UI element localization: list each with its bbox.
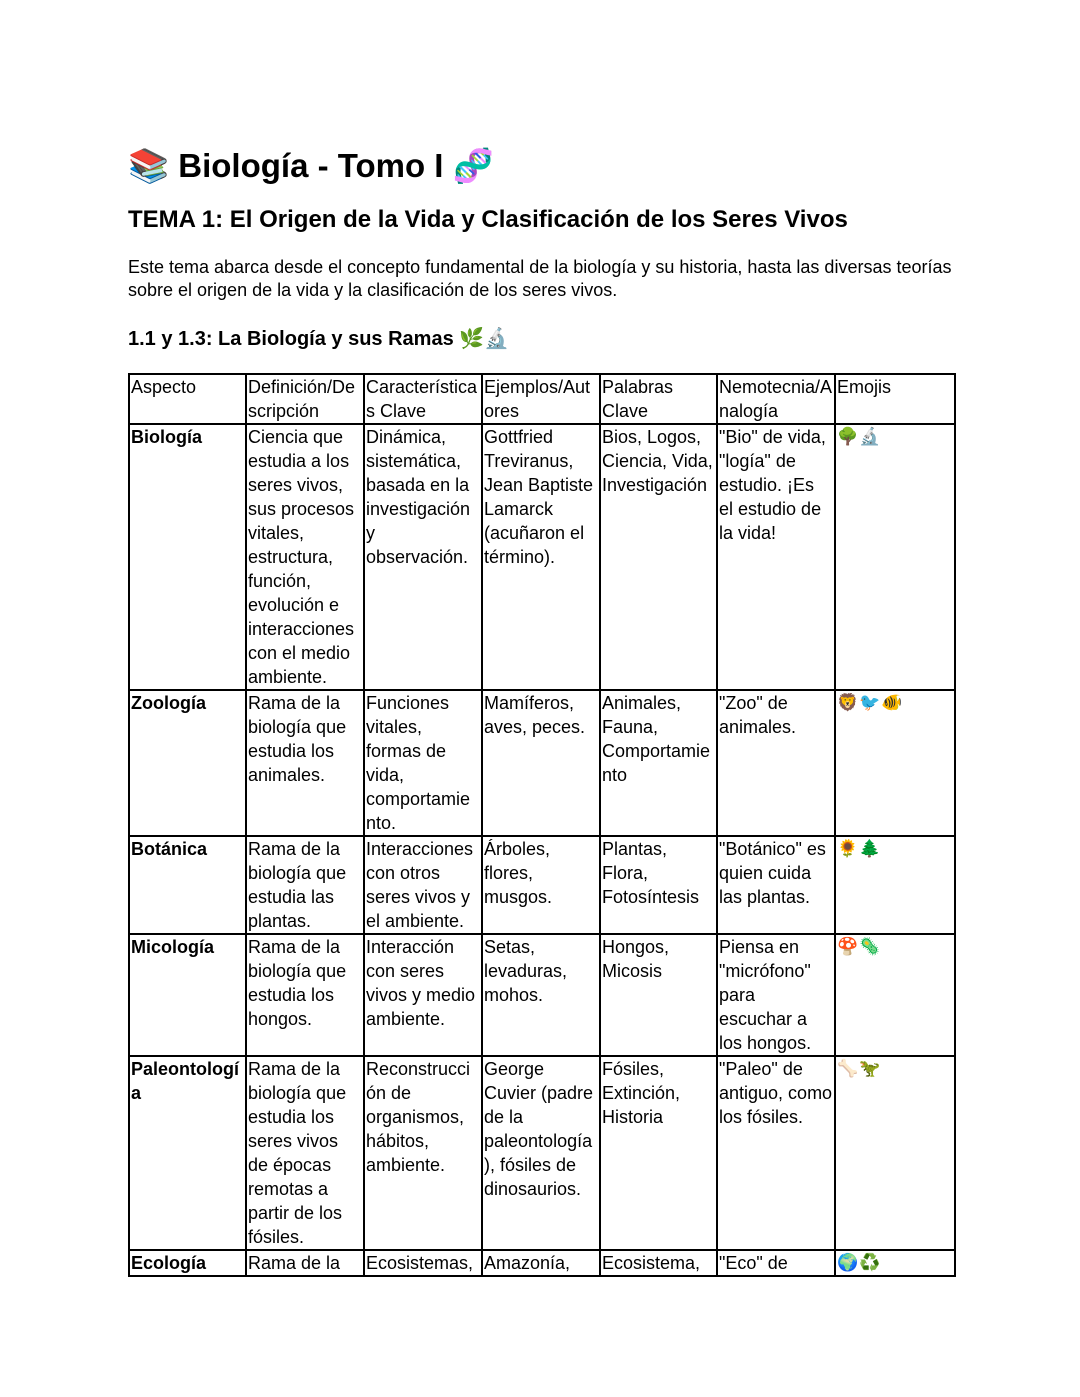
table-row	[129, 424, 955, 690]
header-keywords: Palabras Clave	[600, 374, 717, 424]
row-definition: Rama de la biología que estudia los hongos.	[246, 934, 364, 1056]
row-aspect: Biología	[129, 424, 246, 690]
row-examples: George Cuvier (padre de la paleontología), fósiles de dinosaurios.	[482, 1056, 600, 1250]
row-keywords: Bios, Logos, Ciencia, Vida, Investigación	[600, 424, 717, 690]
row-mnemonic: "Botánico" es quien cuida las plantas.	[717, 836, 835, 934]
row-emojis: 🦴🦖	[835, 1056, 955, 1250]
header-examples: Ejemplos/Autores	[482, 374, 600, 424]
row-mnemonic: "Eco" de	[717, 1250, 835, 1276]
row-examples: Setas, levaduras, mohos.	[482, 934, 600, 1056]
row-features: Dinámica, sistemática, basada en la investigación y observación.	[364, 424, 482, 690]
row-keywords: Animales, Fauna, Comportamiento	[600, 690, 717, 836]
row-examples: Mamíferos, aves, peces.	[482, 690, 600, 836]
table-row	[129, 836, 955, 934]
topic-heading: TEMA 1: El Origen de la Vida y Clasificación de los Seres Vivos	[128, 206, 848, 233]
row-keywords: Hongos, Micosis	[600, 934, 717, 1056]
row-definition: Rama de la biología que estudia las plantas.	[246, 836, 364, 934]
row-mnemonic: "Bio" de vida, "logía" de estudio. ¡Es el estudio de la vida!	[717, 424, 835, 690]
row-features: Funciones vitales, formas de vida, comportamiento.	[364, 690, 482, 836]
row-aspect: Zoología	[129, 690, 246, 836]
row-emojis: 🦁🐦🐠	[835, 690, 955, 836]
row-emojis: 🍄🦠	[835, 934, 955, 1056]
row-mnemonic: "Zoo" de animales.	[717, 690, 835, 836]
row-mnemonic: Piensa en "micrófono" para escuchar a los hongos.	[717, 934, 835, 1056]
header-emojis: Emojis	[835, 374, 955, 424]
row-emojis: 🌍♻️	[835, 1250, 955, 1276]
row-features: Interacciones con otros seres vivos y el ambiente.	[364, 836, 482, 934]
table-row	[129, 934, 955, 1056]
row-definition: Rama de la biología que estudia los animales.	[246, 690, 364, 836]
row-emojis: 🌳🔬	[835, 424, 955, 690]
row-features: Reconstrucción de organismos, hábitos, ambiente.	[364, 1056, 482, 1250]
header-mnemonic: Nemotecnia/Analogía	[717, 374, 835, 424]
table-header-row	[129, 374, 955, 424]
row-aspect: Paleontología	[129, 1056, 246, 1250]
section-title: 1.1 y 1.3: La Biología y sus Ramas 🌿🔬	[128, 328, 510, 350]
row-examples: Amazonía,	[482, 1250, 600, 1276]
header-features: Características Clave	[364, 374, 482, 424]
row-aspect: Botánica	[129, 836, 246, 934]
row-keywords: Ecosistema,	[600, 1250, 717, 1276]
row-mnemonic: "Paleo" de antiguo, como los fósiles.	[717, 1056, 835, 1250]
table-row	[129, 690, 955, 836]
table-row	[129, 1250, 955, 1276]
row-examples: Gottfried Treviranus, Jean Baptiste Lamarck (acuñaron el término).	[482, 424, 600, 690]
row-definition: Rama de la biología que estudia los seres vivos de épocas remotas a partir de los fósiles.	[246, 1056, 364, 1250]
row-definition: Rama de la	[246, 1250, 364, 1276]
header-aspect: Aspecto	[129, 374, 246, 424]
row-keywords: Fósiles, Extinción, Historia	[600, 1056, 717, 1250]
row-emojis: 🌻🌲	[835, 836, 955, 934]
intro-paragraph: Este tema abarca desde el concepto fundamental de la biología y su historia, hasta las diversas teorías sobre el origen de la vida y la clasificación de los seres vivos.	[128, 257, 952, 300]
row-examples: Árboles, flores, musgos.	[482, 836, 600, 934]
row-aspect: Micología	[129, 934, 246, 1056]
biology-branches-table	[128, 373, 956, 1277]
row-aspect: Ecología	[129, 1250, 246, 1276]
header-definition: Definición/Descripción	[246, 374, 364, 424]
row-definition: Ciencia que estudia a los seres vivos, sus procesos vitales, estructura, función, evolución e interacciones con el medio ambiente.	[246, 424, 364, 690]
row-features: Ecosistemas,	[364, 1250, 482, 1276]
table-row	[129, 1056, 955, 1250]
document-title: 📚 Biología - Tomo I 🧬	[128, 147, 494, 184]
row-keywords: Plantas, Flora, Fotosíntesis	[600, 836, 717, 934]
row-features: Interacción con seres vivos y medio ambiente.	[364, 934, 482, 1056]
